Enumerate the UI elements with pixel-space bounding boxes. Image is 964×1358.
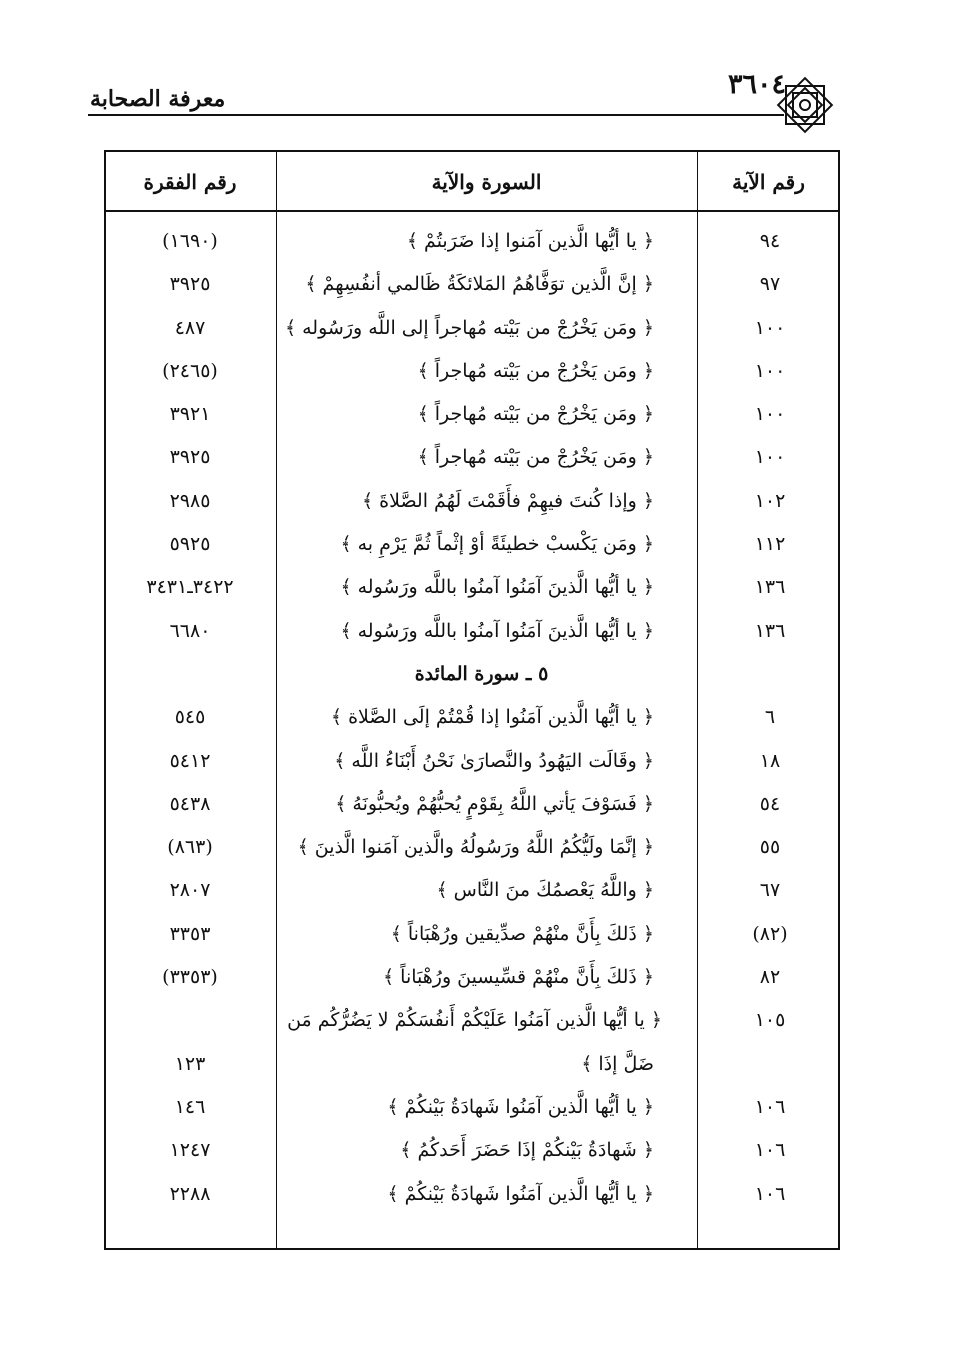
table-row xyxy=(104,1043,840,1086)
ayah-text-cell: ﴿ يا أيُّها الَّذين آمَنُوا شَهادَةُ بَيْنكُمْ ﴾ xyxy=(387,1095,654,1118)
ayah-text-cell: ﴿ شَهادَةُ بَيْنكُمْ إذَا حَضَرَ أَحَدكُمُ ﴾ xyxy=(400,1139,654,1162)
verse-number-cell: ١٠٠ xyxy=(754,316,786,339)
ayah-text-cell: ﴿ يا أيُّها الَّذين آمَنُوا إذا قُمْتُمْ إلَى الصَّلاة ﴾ xyxy=(330,706,654,729)
table-row xyxy=(104,263,840,306)
table-row xyxy=(104,350,840,393)
verse-number-cell: ١٣٦ xyxy=(754,619,786,642)
table-body xyxy=(104,220,840,1216)
ayah-text-cell: ضَلَّ إذَا ﴾ xyxy=(581,1052,654,1075)
verse-number-cell: ١٠٦ xyxy=(754,1182,786,1205)
table-row xyxy=(104,436,840,479)
table-row xyxy=(104,1129,840,1172)
verse-number-cell: ٥٥ xyxy=(759,836,781,859)
verse-number-cell: ٨٢ xyxy=(759,966,781,989)
table-row xyxy=(104,566,840,609)
table-row xyxy=(104,913,840,956)
verse-number-cell: ٥٤ xyxy=(759,792,781,815)
ayah-text-cell: ﴿ ومَن يَكْسبْ خطيئَةً أوْ إثْماً ثُمَّ يَرْمِ به ﴾ xyxy=(340,533,654,556)
page-number: ٣٦٠٤ xyxy=(727,69,786,100)
header-divider xyxy=(104,210,840,212)
verse-number-cell: ١٠٦ xyxy=(754,1139,786,1162)
ayah-text-cell: ﴿ ومَن يَخْرُجْ من بَيْته مُهاجراً إلى اللَّه ورَسُوله ﴾ xyxy=(284,316,654,339)
ayah-text-cell: ﴿ إنَّمَا ولَيُّكُمُ اللَّهُ ورَسُولُهُ والَّذين آمَنوا الَّذينَ ﴾ xyxy=(297,836,654,859)
table-row xyxy=(104,696,840,739)
ayah-text-cell: ﴿ ومَن يَخْرُجْ من بَيْته مُهاجراً ﴾ xyxy=(417,446,654,469)
ayah-text-cell: ﴿ وقَالَت اليَهُودُ والنَّصارَىٰ نَحْنُ أَبْنَاءُ اللَّه ﴾ xyxy=(334,749,654,772)
paragraph-number-cell: ٣٣٥٣ xyxy=(169,922,211,945)
verse-number-cell: ١٠٦ xyxy=(754,1095,786,1118)
table-row xyxy=(104,220,840,263)
paragraph-number-cell: ٢٨٠٧ xyxy=(169,879,211,902)
ayah-text-cell: ﴿ يا أيُّها الَّذينَ آمَنُوا آمنُوا باللَّه ورَسُوله ﴾ xyxy=(340,576,654,599)
paragraph-number-cell: (٢٤٦٥) xyxy=(162,359,218,382)
column-header-verse-number: رقم الآية xyxy=(732,170,805,194)
verse-number-cell: ٦ xyxy=(764,706,776,729)
paragraph-number-cell: ٢٩٨٥ xyxy=(169,489,211,512)
paragraph-number-cell: ١٢٤٧ xyxy=(169,1139,211,1162)
verse-number-cell: ١٠٥ xyxy=(754,1009,786,1032)
column-header-surah-ayah: السورة والآية xyxy=(431,170,542,194)
ayah-text-cell: ﴿ وإذا كُنتَ فيهِمْ فأَقَمْتَ لَهُمُ الصَّلاةَ ﴾ xyxy=(361,489,654,512)
table-row xyxy=(104,1086,840,1129)
table-row xyxy=(104,393,840,436)
verse-number-cell: ٩٤ xyxy=(759,230,781,252)
table-row xyxy=(104,783,840,826)
paragraph-number-cell xyxy=(104,999,276,1042)
table-row xyxy=(104,1173,840,1216)
paragraph-number-cell: (١٦٩٠) xyxy=(162,230,218,252)
surah-heading-row xyxy=(104,653,840,696)
paragraph-number-cell: (٨٦٣) xyxy=(167,836,213,859)
ayah-text-cell: ﴿ ذَلكَ بِأَنَّ منْهُمْ قسِّيسينَ ورُهْبَاناً ﴾ xyxy=(383,966,654,989)
verse-number-cell: ٦٧ xyxy=(759,879,781,902)
ayah-text-cell: ﴿ إنَّ الَّذين توَفَّاهُمُ المَلائكَةُ ظَالمي أنفُسِهِمْ ﴾ xyxy=(305,273,654,296)
paragraph-number-cell: ١٢٣ xyxy=(174,1052,206,1075)
table-row xyxy=(104,610,840,653)
paragraph-number-cell: ٣٩٢٥ xyxy=(169,446,211,469)
ayah-text-cell: ﴿ يا أيُّها الَّذين آمَنُوا شَهادَةُ بَيْنكُمْ ﴾ xyxy=(387,1182,654,1205)
verse-number-cell: (٨٢) xyxy=(752,922,788,945)
ayah-text-cell: ﴿ ومَن يَخْرُجْ من بَيْته مُهاجراً ﴾ xyxy=(417,403,654,426)
ayah-text-cell: ﴿ يا أيُّها الَّذينَ آمَنُوا آمنُوا باللَّه ورَسُوله ﴾ xyxy=(340,619,654,642)
paragraph-number-cell: ٣٤٢٢ـ٣٤٣١ xyxy=(146,576,234,599)
verse-number-cell: ٩٧ xyxy=(759,273,781,296)
paragraph-number-cell: ١٤٦ xyxy=(174,1095,206,1118)
ayah-text-cell: ﴿ واللَّهُ يَعْصمُكَ منَ النَّاس ﴾ xyxy=(436,879,654,902)
table-row xyxy=(104,999,840,1042)
surah-heading: ٥ ـ سورة المائدة xyxy=(414,662,549,685)
paragraph-number-cell: ٤٨٧ xyxy=(174,316,206,339)
verse-number-cell: ١٠٠ xyxy=(754,403,786,426)
verse-number-cell: ١١٢ xyxy=(754,533,786,556)
paragraph-number-cell: ٥٤٥ xyxy=(174,706,206,729)
table-row xyxy=(104,740,840,783)
table-row xyxy=(104,307,840,350)
paragraph-number-cell: ٣٩٢١ xyxy=(169,403,211,426)
ayah-text-cell: ﴿ ومَن يَخْرُجْ من بَيْته مُهاجراً ﴾ xyxy=(417,359,654,382)
column-header-paragraph-number: رقم الفقرة xyxy=(143,170,237,194)
verse-number-cell: ١٠٠ xyxy=(754,446,786,469)
table-row xyxy=(104,826,840,869)
paragraph-number-cell: ٥٩٢٥ xyxy=(169,533,211,556)
ayah-text-cell: ﴿ فَسَوْفَ يَأتي اللَّهُ بِقَوْمٍ يُحبُّهُمْ ويُحبُّونَهُ ﴾ xyxy=(335,792,654,815)
ayah-text-cell: ﴿ يا أيُّها الَّذين آمَنوا إذا ضَرَبتُمْ ﴾ xyxy=(406,230,654,252)
ayah-text-cell: ﴿ ذَلكَ بِأَنَّ منْهُمْ صدِّيقين ورُهْبَاناً ﴾ xyxy=(390,922,654,945)
verse-number-cell xyxy=(700,1043,840,1086)
header-rule xyxy=(88,114,784,116)
verse-number-cell: ١٠٠ xyxy=(754,359,786,382)
running-title: معرفة الصحابة xyxy=(90,86,226,112)
verse-number-cell: ١٣٦ xyxy=(754,576,786,599)
table-row xyxy=(104,956,840,999)
table-row xyxy=(104,480,840,523)
paragraph-number-cell: (٣٣٥٣) xyxy=(162,966,218,989)
verse-number-cell: ١٨ xyxy=(759,749,781,772)
table-row xyxy=(104,523,840,566)
ornament-star-icon xyxy=(772,72,838,138)
paragraph-number-cell: ٦٦٨٠ xyxy=(169,619,211,642)
verse-number-cell: ١٠٢ xyxy=(754,489,786,512)
paragraph-number-cell: ٥٤٣٨ xyxy=(169,792,211,815)
paragraph-number-cell: ٢٢٨٨ xyxy=(169,1182,211,1205)
paragraph-number-cell: ٥٤١٢ xyxy=(169,749,211,772)
table-row xyxy=(104,869,840,912)
paragraph-number-cell: ٣٩٢٥ xyxy=(169,273,211,296)
ayah-text-cell: ﴿ يا أيُّها الَّذين آمَنُوا عَلَيْكُمْ أَنفُسَكُمْ لا يَضُرُّكُم مَن xyxy=(287,1009,662,1032)
